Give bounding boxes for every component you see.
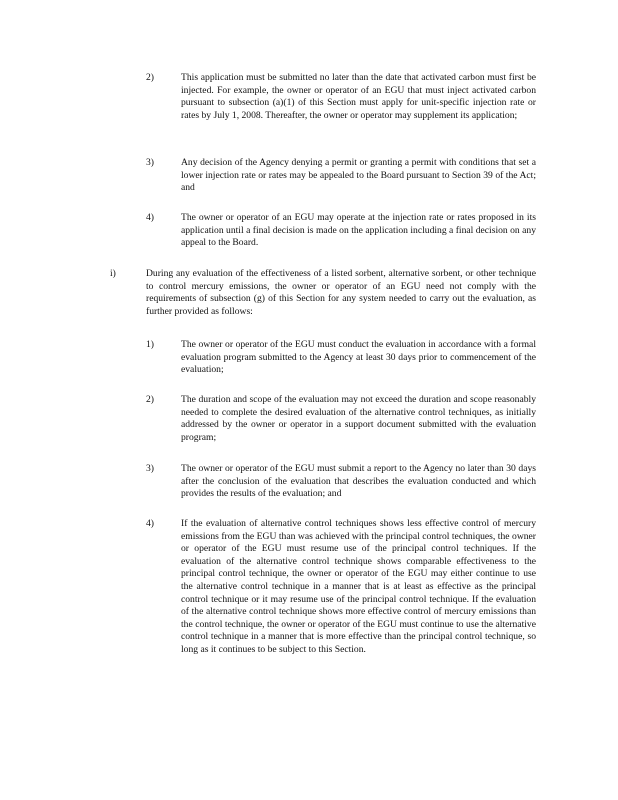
item-marker: 1) (146, 339, 154, 350)
item-marker: i) (110, 268, 116, 279)
item-text: This application must be submitted no later than the date that activated carbon must first be injected. For example, the owner or operator of an EGU that must inject activated carbon pursuant to subsection (a)(1) of this Section must apply for unit-specific injection rate or rates by July 1, 2008. Thereafter, the owner or operator may supplement its application; (181, 72, 536, 121)
item-marker: 2) (146, 394, 154, 405)
item-marker: 2) (146, 72, 154, 83)
item-text: Any decision of the Agency denying a permit or granting a permit with conditions that set a lower injection rate or rates may be appealed to the Board pursuant to Section 39 of the Act; and (181, 157, 536, 194)
item-text: The owner or operator of the EGU must submit a report to the Agency no later than 30 days after the conclusion of the evaluation that describes the evaluation conducted and which provides the results of the evaluation; and (181, 463, 536, 500)
item-text: The owner or operator of an EGU may operate at the injection rate or rates proposed in its application until a final decision is made on the application including a final decision on any appeal to the Board. (181, 212, 536, 249)
item-marker: 3) (146, 463, 154, 474)
item-text: The owner or operator of the EGU must conduct the evaluation in accordance with a formal evaluation program submitted to the Agency at least 30 days prior to commencement of the evaluation; (181, 339, 536, 376)
item-text: The duration and scope of the evaluation may not exceed the duration and scope reasonably needed to complete the desired evaluation of the alternative control techniques, as initially addressed by the owner or operator in a support document submitted with the evaluation program; (181, 394, 536, 443)
item-marker: 3) (146, 157, 154, 168)
item-text: If the evaluation of alternative control techniques shows less effective control of mercury emissions from the EGU than was achieved with the principal control techniques, the owner or operator of the EGU must resume use of the principal control techniques. If the evaluation of the alternative control technique shows comparable effectiveness to the principal control technique, the owner or operator of the EGU may either continue to use the alternative control technique in a manner that is at least as effective as the principal control technique or it may resume use of the principal control technique. If the evaluation of the alternative control technique shows more effective control of mercury emissions than the control technique, the owner or operator of the EGU must continue to use the alternative control technique in a manner that is more effective than the principal control technique, so long as it continues to be subject to this Section. (181, 518, 536, 655)
item-marker: 4) (146, 212, 154, 223)
item-marker: 4) (146, 518, 154, 529)
item-text: During any evaluation of the effectiveness of a listed sorbent, alternative sorbent, or other technique to control mercury emissions, the owner or operator of an EGU need not comply with the requirements of subsection (g) of this Section for any system needed to carry out the evaluation, as further provided as follows: (146, 268, 536, 317)
